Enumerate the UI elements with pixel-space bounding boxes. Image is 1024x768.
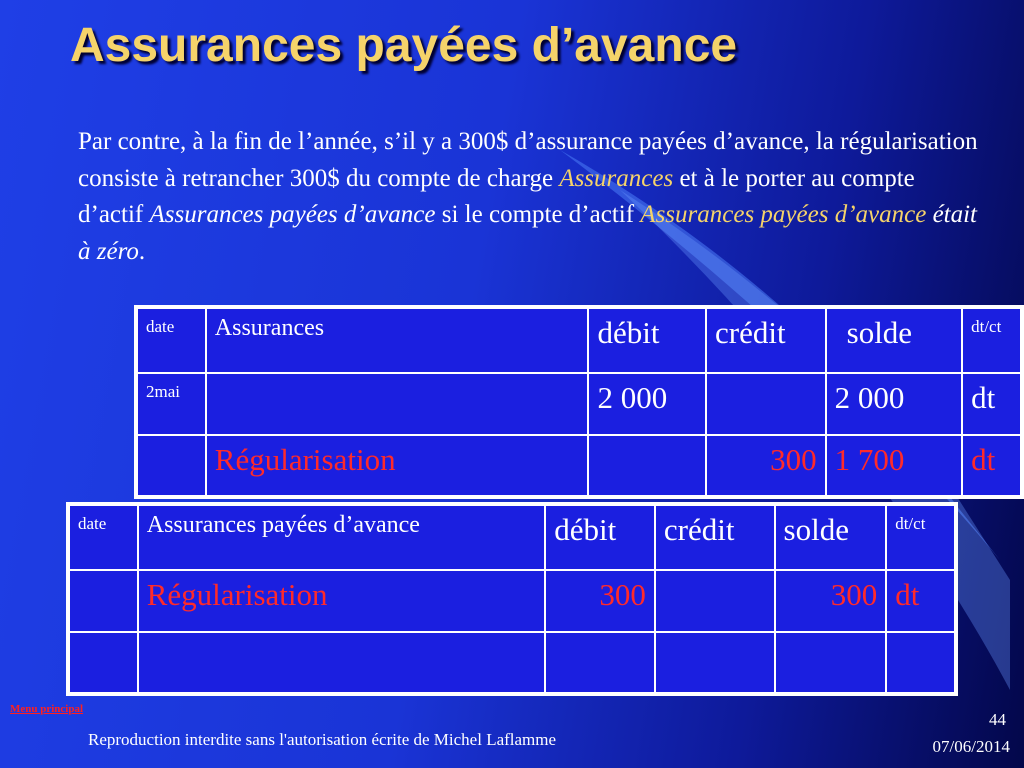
cell-date: 2mai — [136, 373, 206, 435]
table-header-row — [136, 307, 1022, 373]
cell-debit — [588, 435, 706, 497]
paragraph-italic-4: était à zéro — [78, 201, 977, 265]
cell-label — [206, 373, 589, 435]
cell-credit: 300 — [706, 435, 826, 497]
ledger-table-assurances-payees — [66, 502, 958, 696]
cell-date — [68, 632, 138, 694]
cell-debit — [545, 632, 655, 694]
paragraph-italic-2: Assurances payées d’avance — [149, 201, 436, 228]
cell-label: Régularisation — [138, 570, 546, 632]
header-debit: débit — [545, 504, 655, 570]
cell-debit: 2 000 — [588, 373, 706, 435]
table-row — [68, 632, 956, 694]
header-dtct: dt/ct — [886, 504, 956, 570]
slide-title: Assurances payées d’avance — [70, 19, 738, 72]
header-solde: solde — [775, 504, 887, 570]
header-solde: solde — [826, 307, 962, 373]
page-number: 44 — [989, 710, 1006, 729]
header-dtct: dt/ct — [962, 307, 1022, 373]
paragraph-text-2: et à le porter au compte d’actif — [78, 164, 915, 228]
main-menu-link[interactable]: Menu principal — [10, 703, 84, 715]
cell-solde — [775, 632, 887, 694]
table-row — [68, 570, 956, 632]
slide-paragraph — [78, 124, 983, 270]
header-account: Assurances payées d’avance — [138, 504, 546, 570]
paragraph-italic-3: Assurances payées d’avance — [640, 201, 927, 228]
cell-dtct — [886, 632, 956, 694]
cell-label — [138, 632, 546, 694]
ledger-table-assurances — [134, 305, 1024, 499]
slide-date: 07/06/2014 — [932, 737, 1010, 756]
cell-credit — [655, 632, 775, 694]
header-credit: crédit — [706, 307, 826, 373]
cell-debit: 300 — [545, 570, 655, 632]
header-account: Assurances — [206, 307, 589, 373]
cell-credit — [655, 570, 775, 632]
header-date: date — [136, 307, 206, 373]
cell-date — [68, 570, 138, 632]
header-date: date — [68, 504, 138, 570]
paragraph-italic-1: Assurances — [559, 164, 674, 192]
cell-credit — [706, 373, 826, 435]
cell-solde: 1 700 — [826, 435, 962, 497]
header-credit: crédit — [655, 504, 775, 570]
cell-dtct: dt — [886, 570, 956, 632]
cell-solde: 2 000 — [826, 373, 962, 435]
copyright-footer: Reproduction interdite sans l'autorisation écrite de Michel Laflamme — [88, 730, 557, 749]
cell-dtct: dt — [962, 435, 1022, 497]
cell-label: Régularisation — [206, 435, 589, 497]
paragraph-text-4: . — [138, 237, 146, 265]
cell-solde: 300 — [775, 570, 887, 632]
cell-date — [136, 435, 206, 497]
table-header-row — [68, 504, 956, 570]
header-debit: débit — [588, 307, 706, 373]
table-row — [136, 435, 1022, 497]
paragraph-text-1: Par contre, à la fin de l’année, s’il y a 300$ d’assurance payées d’avance, la régularisation consiste à retrancher 300$ du compte de charge — [78, 128, 978, 192]
paragraph-text-3: si le compte d’actif — [435, 201, 641, 228]
table-row — [136, 373, 1022, 435]
cell-dtct: dt — [962, 373, 1022, 435]
